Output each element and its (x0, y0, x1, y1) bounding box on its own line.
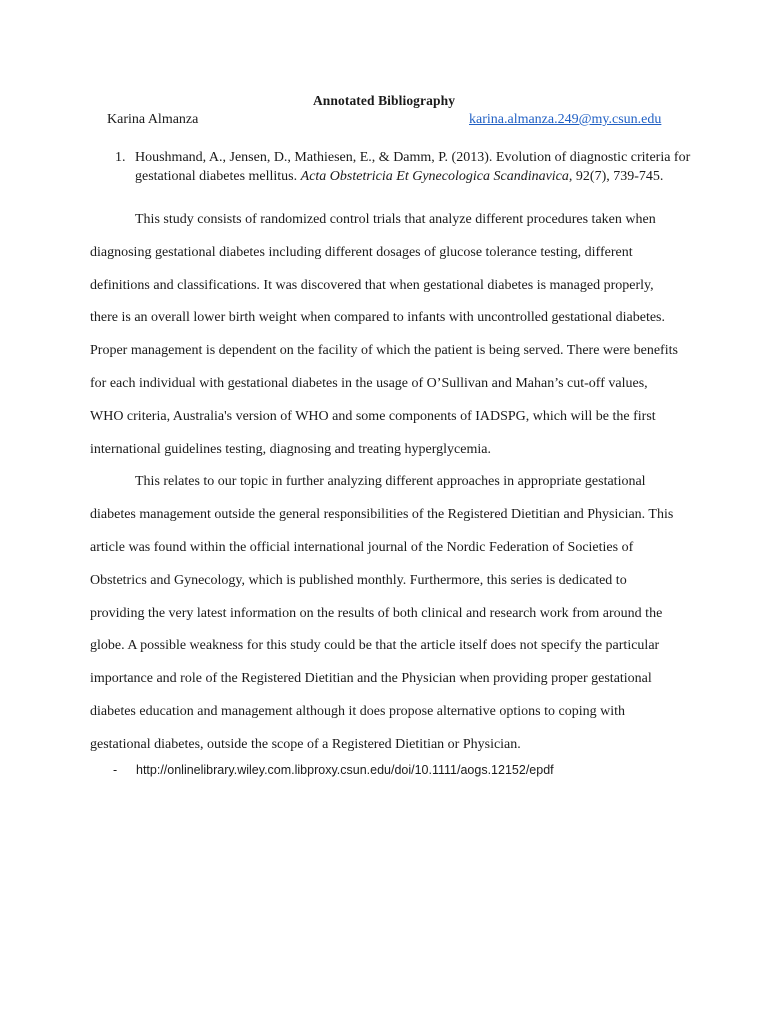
annotation-body (90, 204, 682, 762)
citation-entry (115, 149, 695, 186)
annotation-paragraph-summary: This study consists of randomized control trials that analyze different procedures taken when diagnosing gestational diabetes including different dosages of glucose tolerance testing, different definitions and classifications. It was discovered that when gestational diabetes is managed properly, there is an overall lower birth weight when compared to infants with uncontrolled gestational diabetes. Proper management is dependent on the facility of which the patient is being served. There were benefits for each individual with gestational diabetes in the usage of O’Sullivan and Mahan’s cut-off values, WHO criteria, Australia's version of WHO and some components of IADSPG, which will be the first international guidelines testing, diagnosing and treating hyperglycemia. (90, 212, 678, 457)
page-title: Annotated Bibliography (312, 93, 456, 108)
citation-volume-pages: , 92(7), 739-745. (568, 168, 664, 184)
author-email-link[interactable]: karina.almanza.249@my.csun.edu (469, 112, 662, 127)
citation-text: Houshmand, A., Jensen, D., Mathiesen, E., & Damm, P. (2013). Evolution of diagnostic criteria for gestational diabetes mellitus. (135, 150, 691, 184)
citation-number: 1. (115, 150, 126, 165)
annotation-paragraph-evaluation: This relates to our topic in further analyzing different approaches in appropriate gestational diabetes management outside the general responsibilities of the Registered Dietitian and Physician. This article was found within the official international journal of the Nordic Federation of Societies of Obstetrics and Gynecology, which is published monthly. Furthermore, this series is dedicated to providing the very latest information on the results of both clinical and research work from around the globe. A possible weakness for this study could be that the article itself does not specify the particular importance and role of the Registered Dietitian and the Physician when providing proper gestational diabetes education and management although it does propose alternative options to coping with gestational diabetes, outside the scope of a Registered Dietitian or Physician. (90, 474, 674, 752)
author-name: Karina Almanza (107, 112, 199, 127)
url-bullet: - (113, 763, 118, 777)
citation-reference (135, 149, 695, 186)
source-url-line (113, 763, 554, 777)
source-url-link[interactable]: http://onlinelibrary.wiley.com.libproxy.csun.edu/doi/10.1111/aogs.12152/epdf (136, 763, 554, 777)
citation-journal: Acta Obstetricia Et Gynecologica Scandinavica (300, 168, 569, 184)
